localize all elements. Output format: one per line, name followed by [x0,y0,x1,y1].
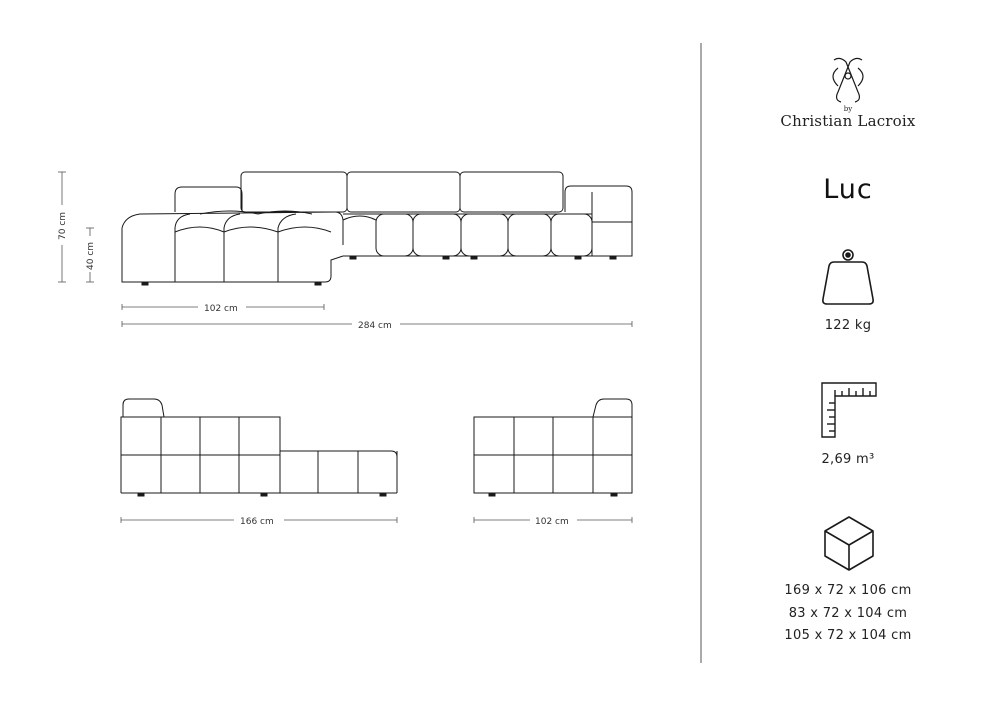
chaise-length-label: 166 cm [240,517,274,527]
height-total-label: 70 cm [58,211,68,240]
sofa-side-view-right [474,399,632,496]
sofa-side-view-chaise [121,399,397,496]
brand-by-label: by [843,105,853,113]
package-dimension-2: 83 x 72 x 104 cm [788,606,908,621]
product-name: Luc [823,174,873,205]
left-armrest [175,187,242,212]
weight-value: 122 kg [824,318,872,333]
right-armrest [565,186,632,256]
package-dimension-1: 169 x 72 x 106 cm [784,583,912,598]
package-dimension-3: 105 x 72 x 104 cm [784,628,912,643]
back-cushion-right [460,172,563,212]
volume-value: 2,69 m³ [821,452,875,467]
sofa-front-view [122,172,632,285]
brand-monogram-logo [833,58,863,102]
cube-icon [825,517,873,570]
side-depth-label: 102 cm [535,517,569,527]
back-cushion-left [241,172,347,212]
chaise-top [122,212,343,245]
chaise-body [122,228,343,282]
brand-name: Christian Lacroix [780,112,916,130]
total-width-label: 284 cm [358,321,392,331]
weight-icon [823,250,873,304]
corner-ruler-icon [822,383,876,437]
back-cushion-middle [347,172,460,212]
height-seat-label: 40 cm [86,241,96,270]
chaise-depth-label: 102 cm [204,304,238,314]
